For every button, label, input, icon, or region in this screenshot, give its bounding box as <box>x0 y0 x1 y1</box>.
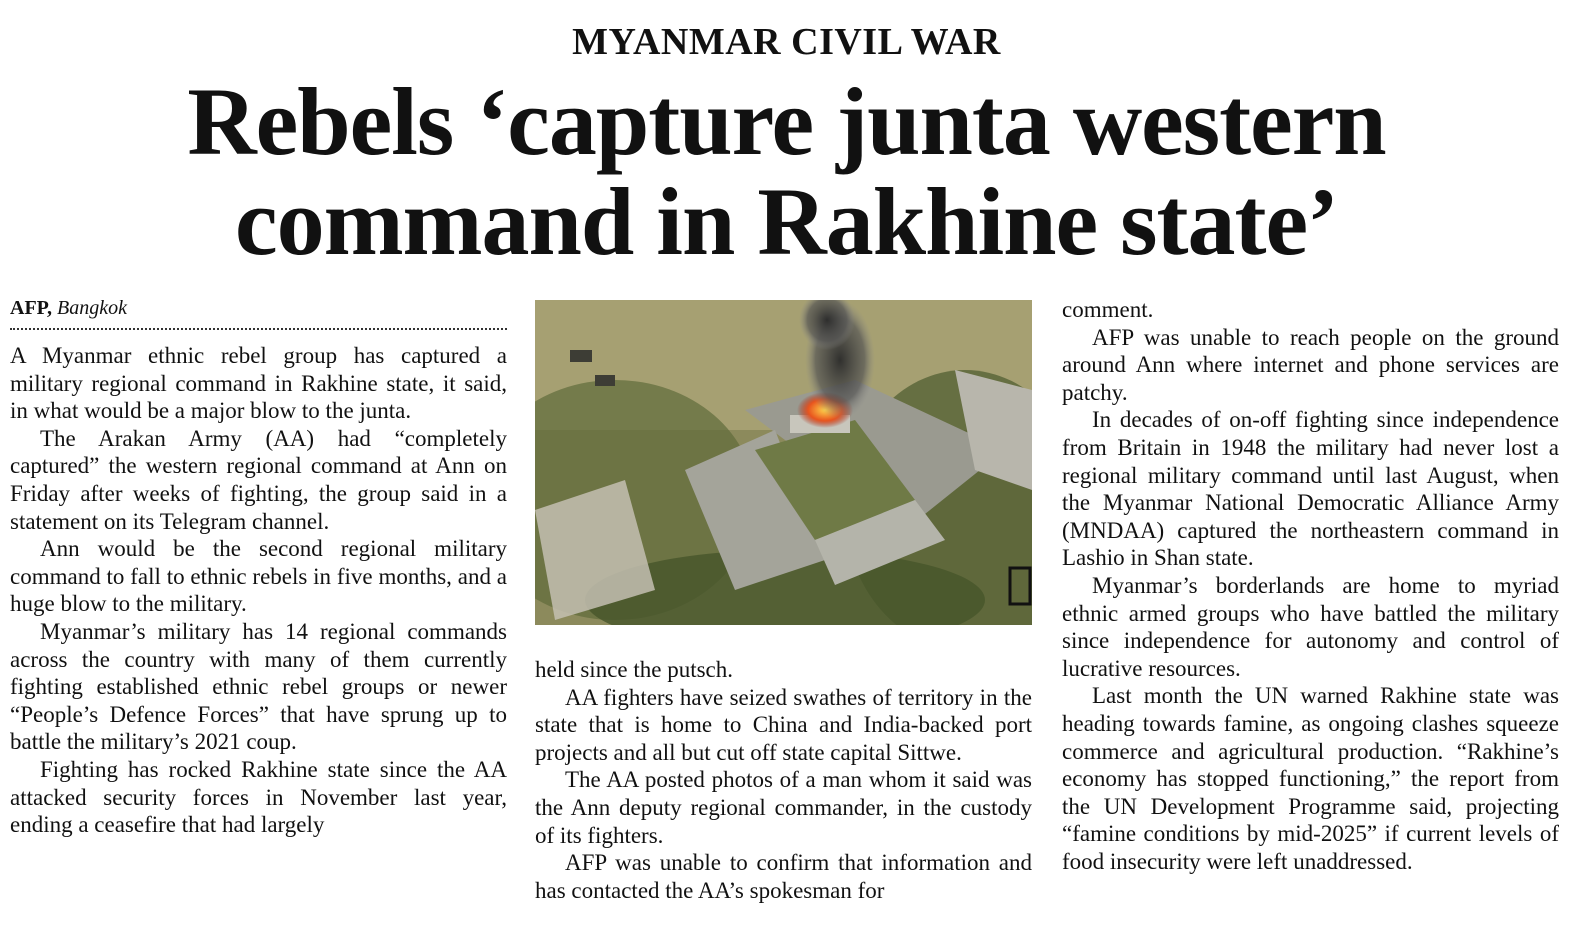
article-column-1 <box>10 296 507 936</box>
article-column-2 <box>535 656 1032 936</box>
byline-source: AFP, <box>10 297 53 319</box>
headline <box>0 68 1573 275</box>
paragraph: A Myanmar ethnic rebel group has captured a military regional command in Rakhine state, it said, in what would be a major blow to the junta. <box>10 343 507 424</box>
byline-divider <box>10 328 507 330</box>
aerial-photo-illustration <box>535 300 1032 625</box>
aerial-photo <box>535 300 1032 625</box>
paragraph: The AA posted photos of a man whom it said was the Ann deputy regional commander, in the custody of its fighters. <box>535 767 1032 848</box>
paragraph: Last month the UN warned Rakhine state was heading towards famine, as ongoing clashes squeeze commerce and agricultural production. “Rakhine’s economy has stopped functioning,” the report from the UN Development Programme said, projecting “famine conditions by mid-2025” if current levels of food insecurity were left unaddressed. <box>1062 683 1559 874</box>
paragraph: AFP was unable to confirm that information and has contacted the AA’s spokesman for <box>535 850 1032 903</box>
byline-location: Bangkok <box>57 297 128 319</box>
paragraph: AA fighters have seized swathes of territory in the state that is home to China and India-backed port projects and all but cut off state capital Sittwe. <box>535 684 1032 765</box>
article-column-3 <box>1062 296 1559 936</box>
paragraph: The Arakan Army (AA) had “completely captured” the western regional command at Ann on Friday after weeks of fighting, the group said in a statement on its Telegram channel. <box>10 425 507 534</box>
paragraph: held since the putsch. <box>535 657 734 682</box>
paragraph: In decades of on-off fighting since independence from Britain in 1948 the military had never lost a regional military command until last August, when the Myanmar National Democratic Alliance Army (MNDAA) captured the northeastern command in Lashio in Shan state. <box>1062 407 1559 571</box>
paragraph: Fighting has rocked Rakhine state since the AA attacked security forces in November last year, ending a ceasefire that had largely <box>10 756 507 838</box>
paragraph: AFP was unable to reach people on the ground around Ann where internet and phone services are patchy. <box>1062 324 1559 405</box>
paragraph: comment. <box>1062 297 1154 322</box>
headline-line-2: command in Rakhine state’ <box>234 168 1339 275</box>
paragraph: Myanmar’s borderlands are home to myriad ethnic armed groups who have battled the military since independence for autonomy and control of lucrative resources. <box>1062 572 1559 681</box>
paragraph: Myanmar’s military has 14 regional commands across the country with many of them currently fighting established ethnic rebel groups or newer “People’s Defence Forces” that have sprung up to battle the military’s 2021 coup. <box>10 618 507 755</box>
headline-line-1: Rebels ‘capture junta western <box>187 68 1386 175</box>
paragraph: Ann would be the second regional military command to fall to ethnic rebels in five months, and a huge blow to the military. <box>10 536 507 617</box>
section-kicker: MYANMAR CIVIL WAR <box>572 21 1001 63</box>
byline <box>10 296 507 320</box>
